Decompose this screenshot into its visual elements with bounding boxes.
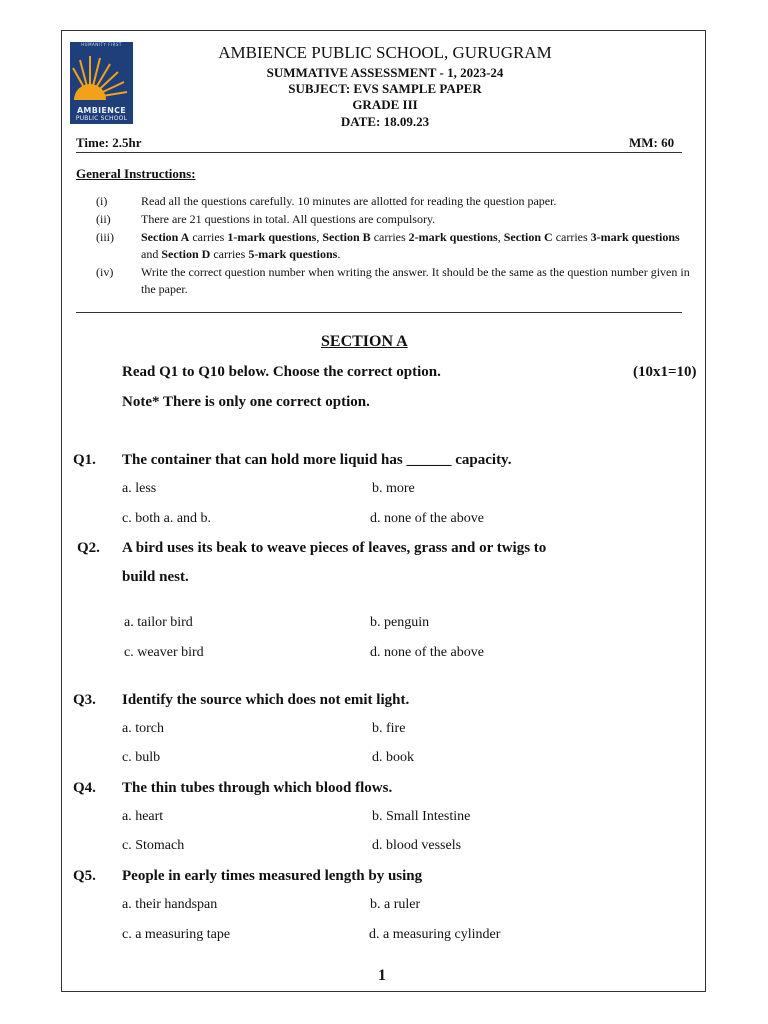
option-b: b. fire bbox=[372, 721, 406, 736]
date-title: DATE: 18.09.23 bbox=[340, 114, 430, 129]
instruction-text: Read all the questions carefully. 10 minutes are allotted for reading the question paper. bbox=[141, 194, 557, 208]
option-c: c. both a. and b. bbox=[122, 511, 212, 526]
option-d: d. blood vessels bbox=[372, 838, 462, 853]
instructions-rule bbox=[76, 312, 682, 313]
question-number: Q5. bbox=[73, 868, 96, 884]
question-text: Identify the source which does not emit light. bbox=[122, 692, 410, 708]
option-b: b. penguin bbox=[370, 615, 430, 630]
logo-motto: HUMANITY FIRST bbox=[81, 42, 122, 47]
option-d: d. a measuring cylinder bbox=[369, 927, 501, 942]
time-label: Time: 2.5hr bbox=[76, 135, 142, 150]
question-number: Q3. bbox=[73, 692, 96, 708]
question-number: Q4. bbox=[73, 780, 96, 796]
option-a: a. torch bbox=[122, 721, 164, 736]
option-b: b. a ruler bbox=[370, 897, 421, 912]
option-a: a. their handspan bbox=[122, 897, 218, 912]
option-a: a. heart bbox=[122, 809, 164, 824]
instruction-number: (iii) bbox=[96, 230, 114, 244]
option-d: d. none of the above bbox=[370, 645, 484, 660]
header-rule bbox=[76, 152, 682, 153]
instruction-number: (iv) bbox=[96, 265, 114, 279]
question-text: The thin tubes through which blood flows. bbox=[122, 780, 393, 796]
option-b: b. Small Intestine bbox=[372, 809, 471, 824]
section-a-title: SECTION A bbox=[321, 333, 408, 350]
option-c: c. weaver bird bbox=[124, 645, 204, 660]
instruction-number: (ii) bbox=[96, 212, 111, 226]
option-a: a. less bbox=[122, 481, 157, 496]
assessment-title: SUMMATIVE ASSESSMENT - 1, 2023-24 bbox=[266, 65, 504, 80]
logo-brand-sub: PUBLIC SCHOOL bbox=[75, 115, 128, 122]
question-number: Q2. bbox=[77, 540, 100, 556]
option-d: d. book bbox=[372, 750, 414, 765]
sunrise-icon bbox=[70, 48, 133, 106]
instruction-number: (i) bbox=[96, 194, 108, 208]
option-b: b. more bbox=[372, 481, 415, 496]
question-text-continued: build nest. bbox=[122, 569, 189, 585]
instruction-text: There are 21 questions in total. All questions are compulsory. bbox=[141, 212, 436, 226]
instruction-text: Write the correct question number when writing the answer. It should be the same as the question number given in the paper. bbox=[141, 265, 690, 296]
question-text: People in early times measured length by using bbox=[122, 868, 423, 884]
page-number: 1 bbox=[378, 967, 386, 984]
instructions-title: General Instructions: bbox=[76, 166, 196, 181]
section-direction: Read Q1 to Q10 below. Choose the correct option. bbox=[122, 364, 441, 380]
subject-title: SUBJECT: EVS SAMPLE PAPER bbox=[288, 81, 482, 96]
option-c: c. bulb bbox=[122, 750, 161, 765]
max-marks-label: MM: 60 bbox=[629, 135, 675, 150]
question-text: The container that can hold more liquid has ______ capacity. bbox=[122, 452, 512, 468]
logo-brand: AMBIENCE bbox=[76, 106, 127, 115]
option-d: d. none of the above bbox=[370, 511, 484, 526]
grade-title: GRADE III bbox=[352, 97, 418, 112]
section-note: Note* There is only one correct option. bbox=[122, 394, 370, 410]
option-c: c. a measuring tape bbox=[122, 927, 231, 942]
question-number: Q1. bbox=[73, 452, 96, 468]
section-marks: (10x1=10) bbox=[633, 364, 697, 380]
option-c: c. Stomach bbox=[122, 838, 185, 853]
school-name: AMBIENCE PUBLIC SCHOOL, GURUGRAM bbox=[218, 43, 552, 62]
question-text: A bird uses its beak to weave pieces of leaves, grass and or twigs to bbox=[122, 540, 547, 556]
option-a: a. tailor bird bbox=[124, 615, 193, 630]
instruction-text: Section A carries 1-mark questions, Section B carries 2-mark questions, Section C carries 3-mark questions and Section D carries 5-mark questions. bbox=[141, 230, 680, 261]
school-logo bbox=[70, 42, 133, 124]
